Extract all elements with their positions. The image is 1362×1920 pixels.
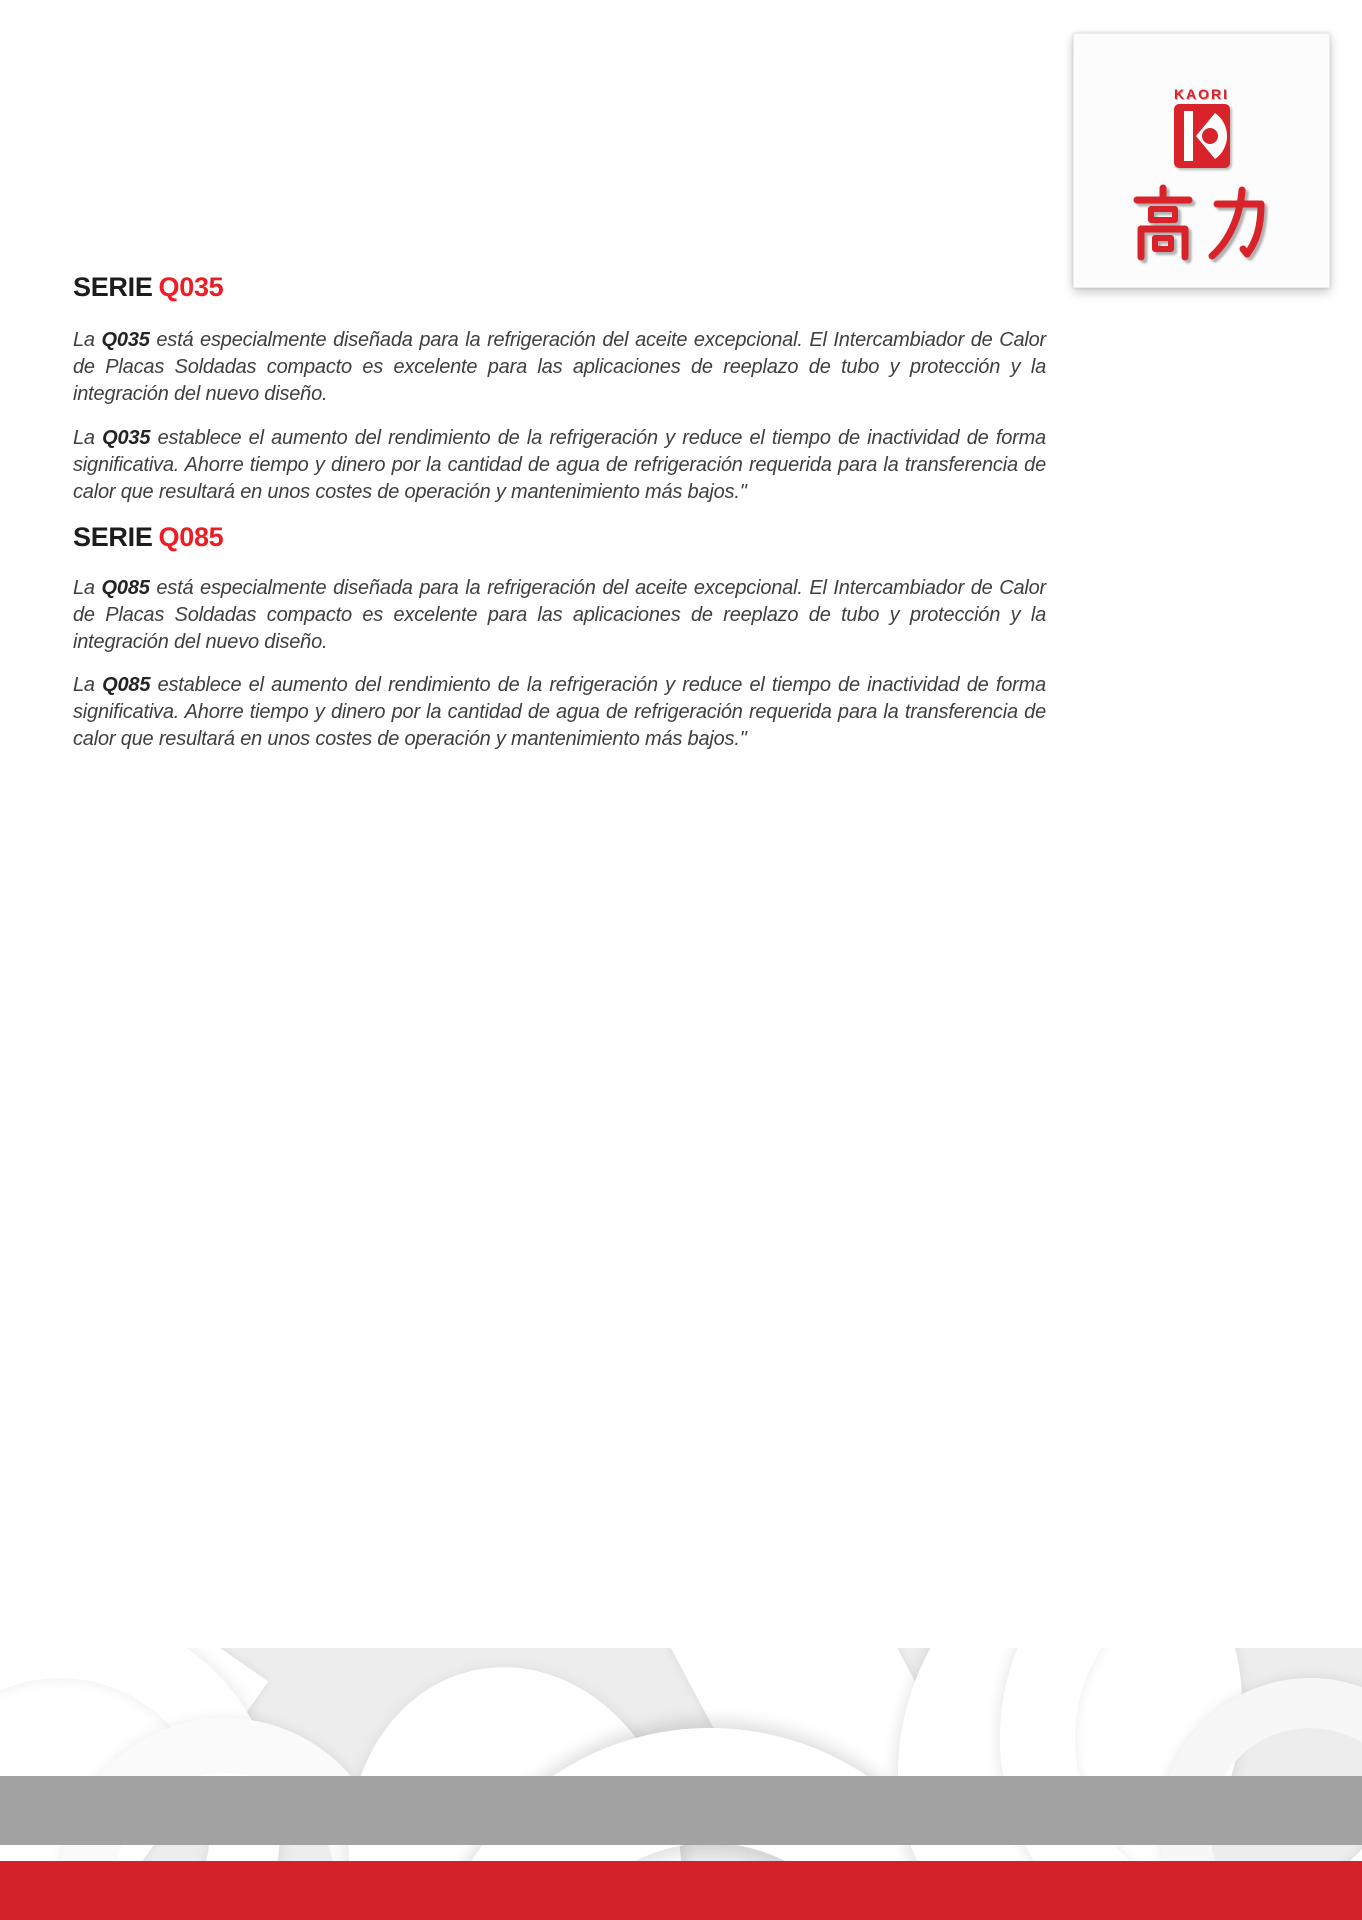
paragraph-lead: La [73, 674, 95, 696]
model-name: Q035 [101, 329, 150, 351]
paragraph-lead: La [73, 329, 95, 351]
model-name: Q085 [102, 674, 151, 696]
paragraph-text: establece el aumento del rendimiento de la refrigeración y reduce el tiempo de inactividad de forma significativa. Ahorre tiempo y dinero por la cantidad de agua de refrigeración requerida para la transferencia de calor que resultará en unos costes de operación y mantenimiento más bajos." [73, 427, 1046, 503]
model-name: Q035 [102, 427, 151, 449]
paragraph-text: establece el aumento del rendimiento de la refrigeración y reduce el tiempo de inactividad de forma significativa. Ahorre tiempo y dinero por la cantidad de agua de refrigeración requerida para la transferencia de calor que resultará en unos costes de operación y mantenimiento más bajos." [73, 674, 1046, 750]
section-heading-q085 [73, 522, 1046, 552]
paragraph-text: está especialmente diseñada para la refrigeración del aceite excepcional. El Intercambiador de Calor de Placas Soldadas compacto es excelente para las aplicaciones de reeplazo de tubo y protección y la integración del nuevo diseño. [73, 329, 1047, 405]
footer-gray-bar [0, 1776, 1362, 1845]
model-name: Q085 [101, 577, 150, 599]
paragraph [73, 672, 1046, 753]
paragraph-text: está especialmente diseñada para la refrigeración del aceite excepcional. El Intercambiador de Calor de Placas Soldadas compacto es excelente para las aplicaciones de reeplazo de tubo y protección y la integración del nuevo diseño. [73, 577, 1047, 653]
kaori-logo-card [1073, 33, 1330, 288]
paragraph-lead: La [73, 427, 95, 449]
series-model: Q035 [158, 272, 224, 302]
content-column [73, 272, 1046, 753]
kaori-brand-text: KAORI [1173, 86, 1230, 102]
paragraph [73, 425, 1046, 506]
footer-artwork [0, 1648, 1362, 1861]
footer-red-bar [0, 1861, 1362, 1920]
kaori-chinese-characters-icon [1132, 184, 1272, 262]
series-label: SERIE [73, 272, 153, 302]
paragraph-lead: La [73, 577, 95, 599]
section-heading-q035 [73, 272, 1046, 302]
series-label: SERIE [73, 522, 153, 552]
paragraph [73, 327, 1046, 408]
kaori-k-logo-icon [1174, 104, 1230, 168]
series-model: Q085 [158, 522, 224, 552]
paragraph [73, 575, 1046, 656]
